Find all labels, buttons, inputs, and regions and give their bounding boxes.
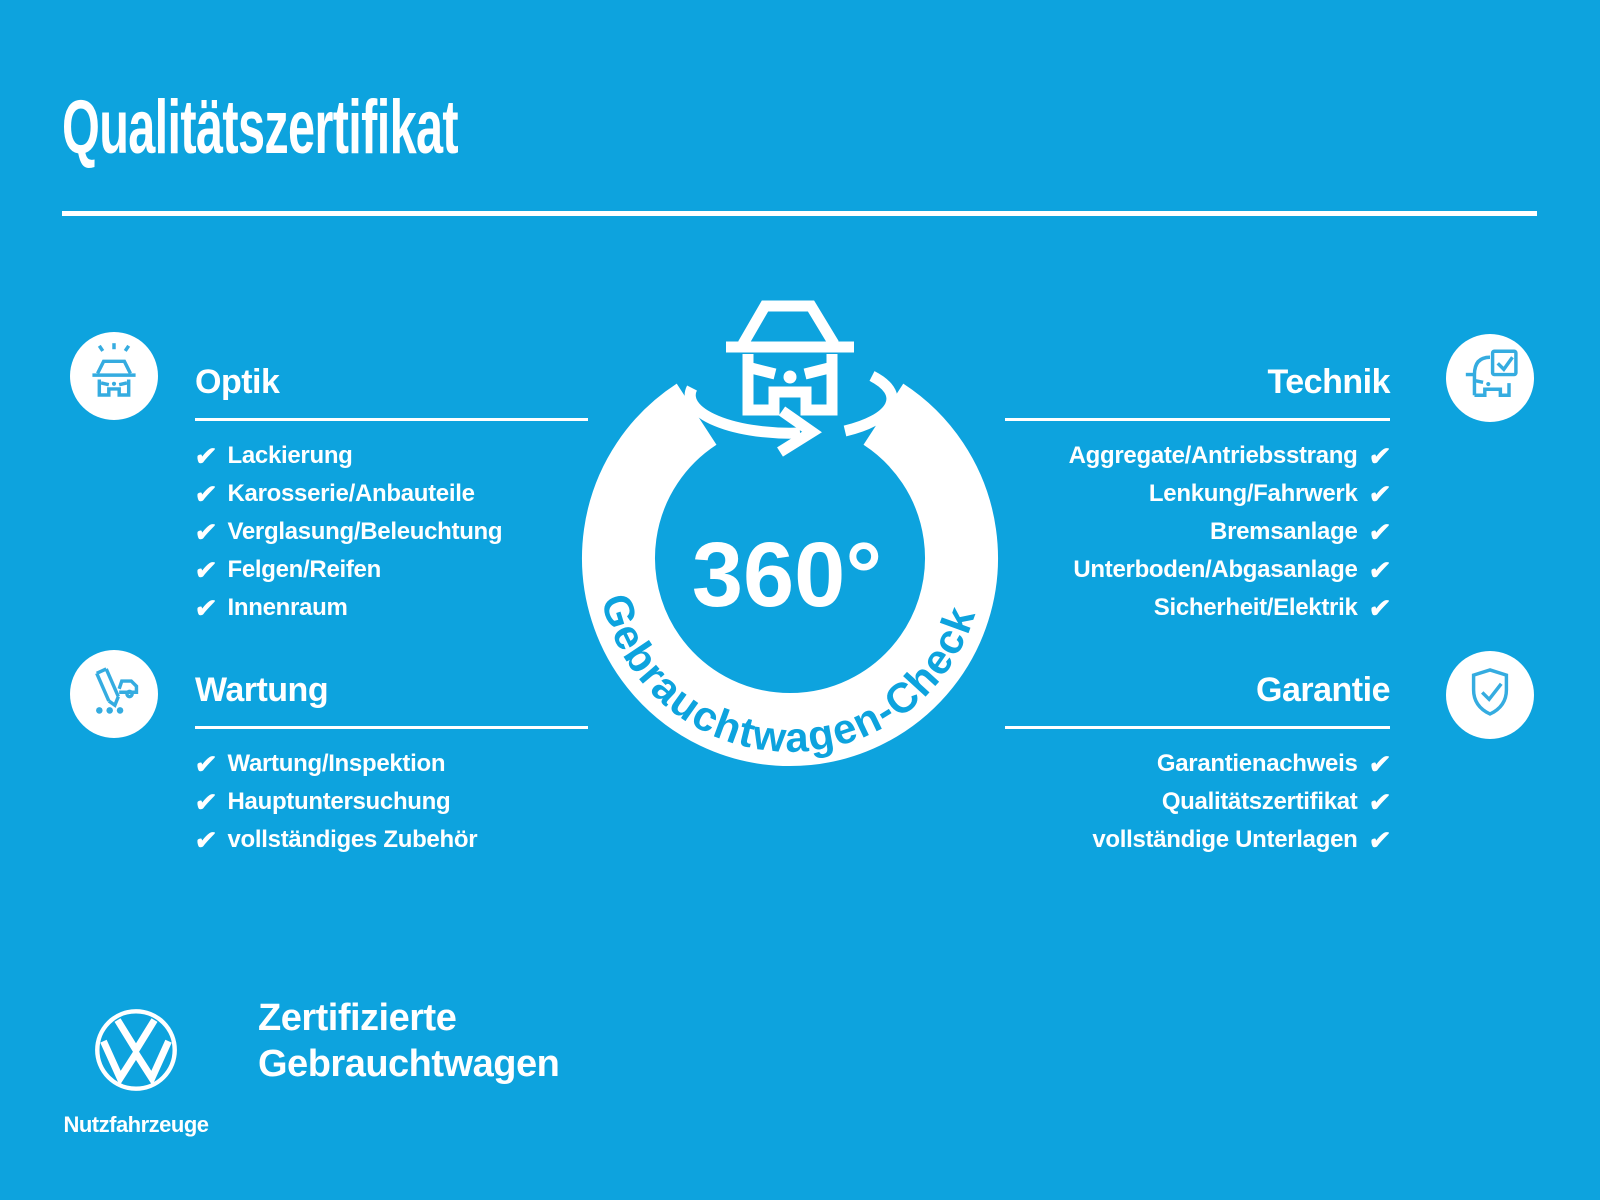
checklist-item-label: Karosserie/Anbauteile	[227, 480, 475, 507]
section-wartung	[195, 668, 588, 859]
360-check-graphic	[560, 270, 1020, 770]
section-garantie	[1005, 668, 1390, 859]
check-icon: ✔	[193, 517, 219, 547]
section-underline	[195, 418, 588, 421]
checklist-item	[1005, 551, 1390, 589]
page-title: Qualitätszertifikat	[62, 85, 458, 170]
checklist-item	[1005, 821, 1390, 859]
section-underline	[1005, 726, 1390, 729]
check-icon: ✔	[1366, 555, 1392, 585]
car-shine-icon	[76, 338, 152, 414]
title-underline	[62, 211, 1537, 216]
checklist-item	[195, 475, 588, 513]
wartung-icon-circle	[70, 650, 158, 738]
checklist-item	[195, 821, 588, 859]
checklist-item-label: Unterboden/Abgasanlage	[1073, 556, 1358, 583]
checklist-item-label: Qualitätszertifikat	[1161, 788, 1358, 815]
checklist-item-label: Aggregate/Antriebsstrang	[1068, 442, 1358, 469]
checklist-item-label: Lenkung/Fahrwerk	[1148, 480, 1358, 507]
check-icon: ✔	[1366, 787, 1392, 817]
checklist-item	[1005, 437, 1390, 475]
checklist	[1005, 437, 1390, 627]
check-icon: ✔	[1366, 441, 1392, 471]
section-underline	[195, 726, 588, 729]
section-heading: Wartung	[195, 671, 329, 709]
section-heading: Optik	[195, 363, 280, 401]
check-icon: ✔	[193, 555, 219, 585]
checklist-item	[1005, 589, 1390, 627]
ring-label: Gebrauchtwagen-Check	[592, 588, 985, 762]
section-optik	[195, 360, 588, 627]
check-icon: ✔	[1366, 479, 1392, 509]
brand-name: Nutzfahrzeuge	[63, 1112, 209, 1137]
check-icon: ✔	[1366, 749, 1392, 779]
checklist-item	[1005, 783, 1390, 821]
check-icon: ✔	[1366, 825, 1392, 855]
checklist-item-label: Wartung/Inspektion	[227, 750, 446, 777]
checklist-item-label: Sicherheit/Elektrik	[1153, 594, 1358, 621]
check-icon: ✔	[193, 825, 219, 855]
check-icon: ✔	[1366, 517, 1392, 547]
optik-icon-circle	[70, 332, 158, 420]
checklist-item	[195, 745, 588, 783]
tagline-line2: Gebrauchtwagen	[258, 1043, 560, 1085]
checklist-item	[195, 551, 588, 589]
technik-icon-circle	[1446, 334, 1534, 422]
section-underline	[1005, 418, 1390, 421]
shield-check-icon	[1452, 657, 1528, 733]
check-icon: ✔	[193, 787, 219, 817]
checklist-item	[195, 589, 588, 627]
checklist-item-label: Innenraum	[227, 594, 348, 621]
checklist-item	[195, 437, 588, 475]
checklist-item-label: Lackierung	[227, 442, 353, 469]
checklist	[195, 437, 588, 627]
vw-logo	[92, 1006, 180, 1094]
check-icon: ✔	[193, 441, 219, 471]
checklist-item-label: Garantienachweis	[1156, 750, 1358, 777]
checklist-item-label: Felgen/Reifen	[227, 556, 381, 583]
section-heading: Garantie	[1256, 671, 1390, 709]
checklist-item-label: vollständiges Zubehör	[227, 826, 478, 853]
check-icon: ✔	[1366, 593, 1392, 623]
check-icon: ✔	[193, 593, 219, 623]
pencil-service-icon	[76, 656, 152, 732]
checklist-item	[195, 783, 588, 821]
tagline-line1: Zertifizierte	[258, 997, 457, 1039]
check-icon: ✔	[193, 749, 219, 779]
checklist-item-label: Bremsanlage	[1210, 518, 1358, 545]
checklist-item	[1005, 475, 1390, 513]
checklist-item-label: Verglasung/Beleuchtung	[227, 518, 503, 545]
section-heading: Technik	[1267, 363, 1390, 401]
checklist-item	[1005, 513, 1390, 551]
checklist	[195, 745, 588, 859]
degree-label: 360°	[691, 524, 883, 626]
checklist	[1005, 745, 1390, 859]
checklist-item	[195, 513, 588, 551]
checklist-item-label: Hauptuntersuchung	[227, 788, 451, 815]
tagline	[258, 995, 559, 1087]
car-360-rotate-icon	[690, 306, 892, 452]
checklist-item	[1005, 745, 1390, 783]
garantie-icon-circle	[1446, 651, 1534, 739]
car-checkbox-icon	[1452, 340, 1528, 416]
check-icon: ✔	[193, 479, 219, 509]
section-technik	[1005, 360, 1390, 627]
checklist-item-label: vollständige Unterlagen	[1092, 826, 1358, 853]
